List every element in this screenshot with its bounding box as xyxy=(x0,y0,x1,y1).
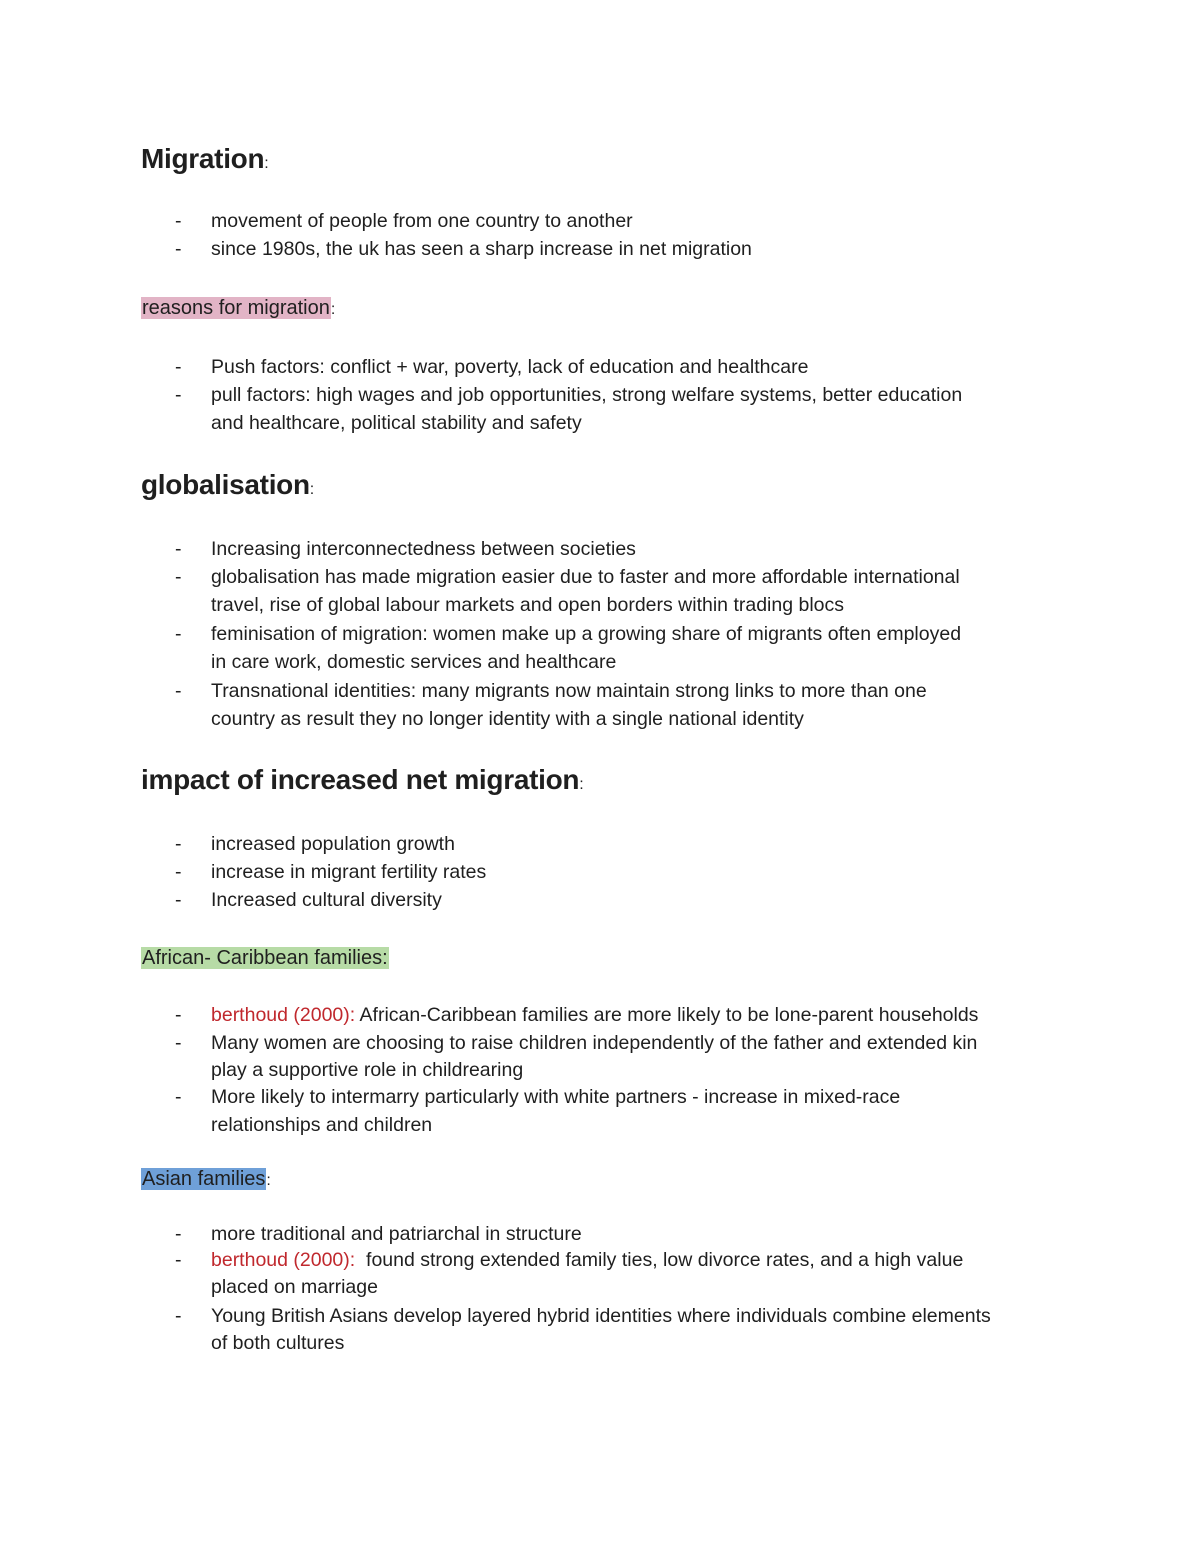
list-item-text: since 1980s, the uk has seen a sharp increase in net migration xyxy=(211,238,752,260)
citation: berthoud (2000): xyxy=(211,1249,356,1271)
heading-colon: : xyxy=(266,1172,271,1189)
list-item-text: increase in migrant fertility rates xyxy=(211,861,487,883)
list-item-text: of both cultures xyxy=(211,1332,345,1354)
heading-migration-text: Migration xyxy=(141,143,265,174)
bullet-dash: - xyxy=(175,623,182,645)
list-item-text: increased population growth xyxy=(211,833,455,855)
heading-african-caribbean-text: African- Caribbean families: xyxy=(142,947,388,969)
list-item-text: Young British Asians develop layered hybrid identities where individuals combine elements xyxy=(211,1305,991,1327)
bullet-dash: - xyxy=(175,1032,182,1054)
heading-asian-text: Asian families xyxy=(142,1168,266,1190)
list-item-text: play a supportive role in childrearing xyxy=(211,1059,524,1081)
list-item-text: travel, rise of global labour markets and open borders within trading blocs xyxy=(211,594,845,616)
list-item-text: placed on marriage xyxy=(211,1276,378,1298)
list-item-text: pull factors: high wages and job opportunities, strong welfare systems, better education xyxy=(211,384,963,406)
heading-colon: : xyxy=(579,776,584,793)
list-item-text: Increasing interconnectedness between societies xyxy=(211,538,636,560)
heading-reasons xyxy=(141,295,335,323)
bullet-dash: - xyxy=(175,238,182,260)
bullet-dash: - xyxy=(175,680,182,702)
heading-impact xyxy=(141,763,583,802)
heading-colon: : xyxy=(330,301,336,318)
bullet-dash: - xyxy=(175,1086,182,1108)
list-item-text: Push factors: conflict + war, poverty, lack of education and healthcare xyxy=(211,356,809,378)
heading-african-caribbean xyxy=(141,945,389,971)
list-item-text: relationships and children xyxy=(211,1114,433,1136)
list-item-text: more traditional and patriarchal in structure xyxy=(211,1223,582,1245)
list-item-text: More likely to intermarry particularly with white partners - increase in mixed-race xyxy=(211,1086,901,1108)
heading-impact-text: impact of increased net migration xyxy=(141,764,580,795)
list-item-text: Transnational identities: many migrants now maintain strong links to more than one xyxy=(211,680,927,702)
bullet-dash: - xyxy=(175,384,182,406)
bullet-dash: - xyxy=(175,356,182,378)
bullet-dash: - xyxy=(175,566,182,588)
list-item-text xyxy=(211,1001,978,1029)
bullet-dash: - xyxy=(175,1004,182,1026)
list-item-text: country as result they no longer identity with a single national identity xyxy=(211,708,804,730)
list-item-text: in care work, domestic services and healthcare xyxy=(211,651,617,673)
heading-colon: : xyxy=(264,155,269,172)
bullet-dash: - xyxy=(175,1249,182,1271)
bullet-dash: - xyxy=(175,889,182,911)
heading-asian xyxy=(141,1166,271,1194)
heading-globalisation xyxy=(141,468,314,507)
list-item-text: and healthcare, political stability and safety xyxy=(211,412,582,434)
bullet-dash: - xyxy=(175,1305,182,1327)
bullet-dash: - xyxy=(175,210,182,232)
heading-globalisation-text: globalisation xyxy=(141,469,310,500)
heading-reasons-text: reasons for migration xyxy=(142,297,330,319)
citation: berthoud (2000): xyxy=(211,1004,356,1026)
list-item-body: African-Caribbean families are more likely to be lone-parent households xyxy=(355,1004,979,1026)
bullet-dash: - xyxy=(175,1223,182,1245)
list-item-text: Increased cultural diversity xyxy=(211,889,442,911)
bullet-dash: - xyxy=(175,861,182,883)
list-item-text: Many women are choosing to raise children independently of the father and extended kin xyxy=(211,1032,978,1054)
bullet-dash: - xyxy=(175,833,182,855)
list-item-text: feminisation of migration: women make up a growing share of migrants often employed xyxy=(211,623,962,645)
list-item-text: globalisation has made migration easier due to faster and more affordable international xyxy=(211,566,960,588)
heading-migration xyxy=(141,142,268,181)
list-item-text: movement of people from one country to another xyxy=(211,210,633,232)
list-item-text xyxy=(211,1246,963,1274)
list-item-body: found strong extended family ties, low divorce rates, and a high value xyxy=(355,1249,964,1271)
heading-colon: : xyxy=(309,481,314,498)
bullet-dash: - xyxy=(175,538,182,560)
